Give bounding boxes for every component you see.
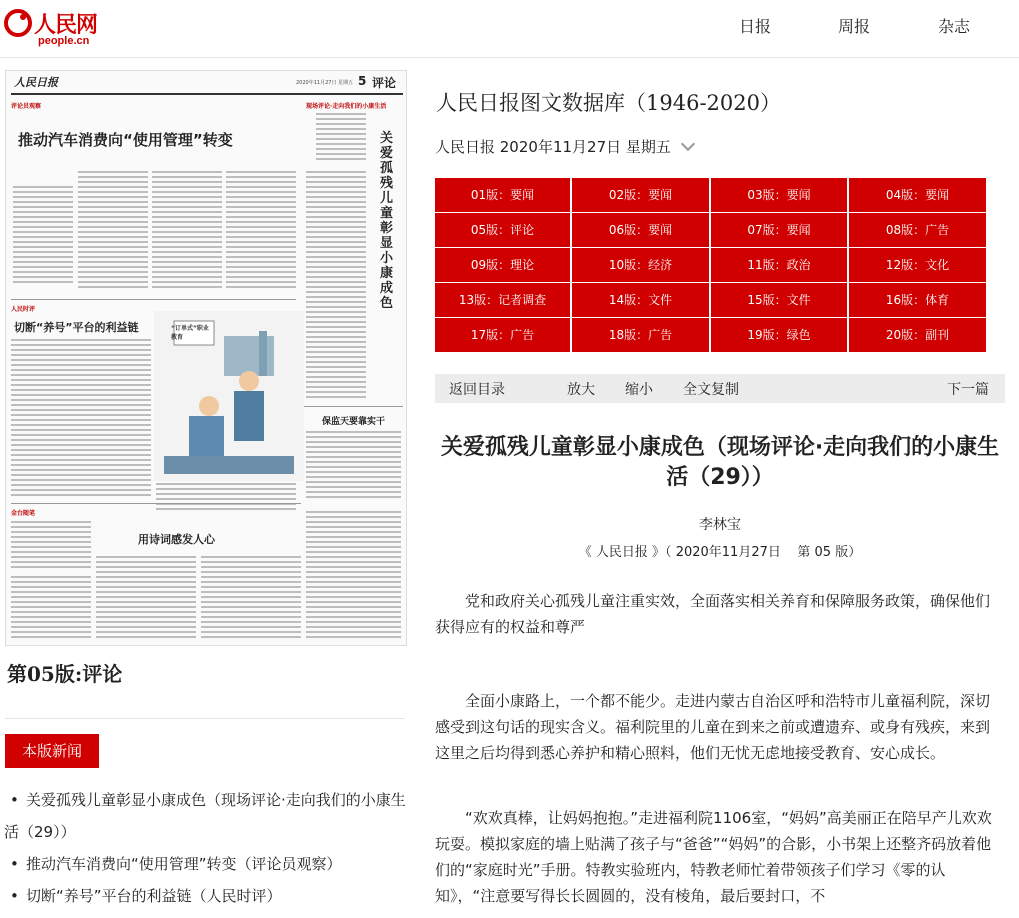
thumb-headline3: 切断“养号”平台的利益链 [14, 321, 139, 334]
page-link-03[interactable]: 03版：要闻 [711, 178, 847, 212]
thumb-section-no: 5 [358, 74, 367, 88]
thumb-cartoon-label: “订单式”职业教育 [171, 325, 209, 341]
page-link-14[interactable]: 14版：文件 [572, 283, 709, 317]
page-link-13[interactable]: 13版：记者调查 [435, 283, 570, 317]
divider [5, 718, 405, 719]
zoom-out-button[interactable]: 缩小 [625, 382, 653, 398]
page-link-04[interactable]: 04版：要闻 [849, 178, 986, 212]
page-link-02[interactable]: 02版：要闻 [572, 178, 709, 212]
chevron-down-icon[interactable] [681, 137, 695, 151]
page-link-12[interactable]: 12版：文化 [849, 248, 986, 282]
logo-text-en: people.cn [38, 35, 90, 47]
nav-magazine[interactable]: 杂志 [938, 17, 971, 36]
database-title: 人民日报图文数据库（1946-2020） [436, 91, 781, 115]
page-title: 第05版:评论 [7, 662, 123, 686]
news-item-1[interactable]: • 关爱孤残儿童彰显小康成色（现场评论·走向我们的小康生活（29）） [4, 791, 406, 841]
people-logo[interactable] [4, 6, 114, 50]
page-grid [435, 178, 986, 353]
thumb-tag3: 人民时评 [11, 306, 36, 313]
thumb-headline1: 推动汽车消费向“使用管理”转变 [18, 131, 233, 149]
article-toolbar [435, 374, 1005, 403]
nav-weekly[interactable]: 周报 [838, 17, 871, 36]
thumb-vertical-headline: 关爱孤残儿童彰显小康成色 [380, 131, 394, 311]
newspaper-page-thumbnail[interactable] [5, 70, 407, 646]
page-link-16[interactable]: 16版：体育 [849, 283, 986, 317]
page-link-07[interactable]: 07版：要闻 [711, 213, 847, 247]
page-link-01[interactable]: 01版：要闻 [435, 178, 570, 212]
page-link-15[interactable]: 15版：文件 [711, 283, 847, 317]
page-link-10[interactable]: 10版：经济 [572, 248, 709, 282]
zoom-in-button[interactable]: 放大 [567, 382, 595, 398]
back-to-index-button[interactable]: 返回目录 [449, 382, 505, 398]
thumb-tag-col1: 评论员观察 [11, 103, 42, 110]
thumb-date: 2020年11月27日 星期五 [296, 80, 354, 86]
article-author: 李林宝 [699, 517, 741, 533]
news-item-3[interactable]: • 切断“养号”平台的利益链（人民时评） [10, 887, 282, 905]
page-link-19[interactable]: 19版：绿色 [711, 318, 847, 352]
article-paragraph-2: “欢欢真棒，让妈妈抱抱。”走进福利院1106室，“妈妈”高美丽正在陪早产儿欢欢玩耍。模拟家庭的墙上贴满了孩子与“爸爸”“妈妈”的合影，小书架上还整齐码放着他们的“家庭时光”手册。特教实验班内，特教老师忙着带领孩子们学习《零的认知》，“注意要写得长长圆圆的，没有棱角，最后要封口，不 [435, 809, 992, 905]
thumb-headline4: 保监天要靠实干 [322, 417, 386, 427]
page-link-09[interactable]: 09版：理论 [435, 248, 570, 282]
thumb-headline5: 用诗词感发人心 [138, 533, 215, 546]
thumb-tag5: 金台随笔 [11, 510, 36, 517]
date-selector[interactable] [435, 136, 693, 157]
next-article-button[interactable]: 下一篇 [947, 382, 989, 398]
thumb-tag-col2: 现场评论·走向我们的小康生活 [306, 103, 387, 110]
logo-swirl-icon [4, 8, 34, 38]
page-link-18[interactable]: 18版：广告 [572, 318, 709, 352]
news-list [4, 784, 406, 912]
tab-page-news[interactable]: 本版新闻 [5, 734, 99, 768]
thumb-section-name: 评论 [372, 76, 397, 90]
article-lead: 党和政府关心孤残儿童注重实效，全面落实相关养育和保障服务政策，确保他们获得应有的权益和尊严 [435, 592, 991, 636]
nav-daily[interactable]: 日报 [739, 17, 772, 36]
page-link-05[interactable]: 05版：评论 [435, 213, 570, 247]
article-paragraph-1: 全面小康路上，一个都不能少。走进内蒙古自治区呼和浩特市儿童福利院，深切感受到这句话的现实含义。福利院里的儿童在到来之前或遭遗弃、或身有残疾，来到这里之后均得到悉心养护和精心照料，他们无忧无虑地接受教育、安心成长。 [435, 692, 991, 762]
page-link-11[interactable]: 11版：政治 [711, 248, 847, 282]
copy-full-text-button[interactable]: 全文复制 [683, 382, 739, 398]
news-item-2[interactable]: • 推动汽车消费向“使用管理”转变（评论员观察） [10, 855, 342, 873]
date-text: 人民日报 2020年11月27日 星期五 [435, 138, 671, 156]
page-link-06[interactable]: 06版：要闻 [572, 213, 709, 247]
site-header [0, 0, 1019, 58]
thumb-masthead: 人民日报 [14, 76, 58, 89]
page-link-20[interactable]: 20版：副刊 [849, 318, 986, 352]
page-link-17[interactable]: 17版：广告 [435, 318, 570, 352]
logo-text-cn: 人民网 [34, 12, 98, 38]
page-link-08[interactable]: 08版：广告 [849, 213, 986, 247]
article-title: 关爱孤残儿童彰显小康成色（现场评论·走向我们的小康生活（29）） [440, 435, 1000, 490]
article-source: 《 人民日报 》（ 2020年11月27日 第 05 版） [578, 545, 862, 560]
